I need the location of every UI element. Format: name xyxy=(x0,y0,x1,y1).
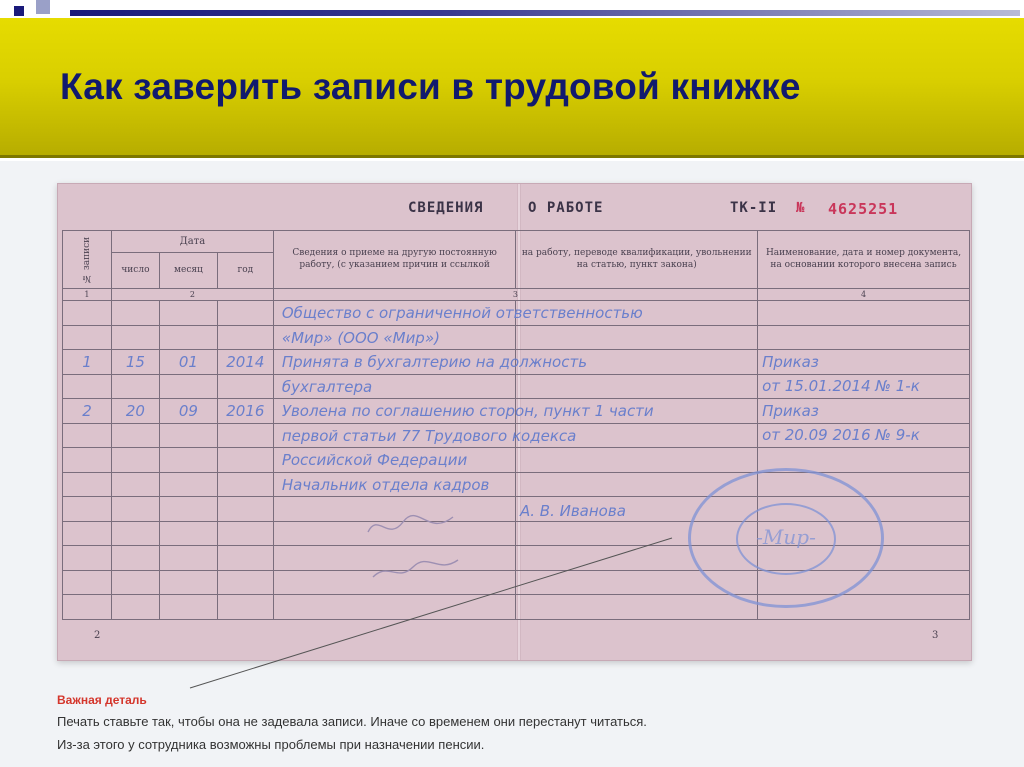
record-text-cell xyxy=(273,399,654,424)
record-text-cell xyxy=(273,350,588,375)
signature-name: А. В. Иванова xyxy=(520,502,626,520)
record-text-text: первой статьи 77 Трудового кодекса xyxy=(281,426,577,445)
seal-text: -Мир- xyxy=(756,525,816,549)
col-number: 3 xyxy=(273,289,757,301)
record-text-text: Начальник отдела кадров xyxy=(281,475,490,494)
record-number-text: 2 xyxy=(82,401,92,420)
record-number-text: 1 xyxy=(82,352,92,371)
record-text-text: Российской Федерации xyxy=(281,451,468,469)
year-text: 2016 xyxy=(226,401,265,420)
record-text-text: Уволена по соглашению сторон, пункт 1 части xyxy=(281,402,654,420)
document-text: от 15.01.2014 № 1-к xyxy=(762,377,920,396)
col-month: месяц xyxy=(160,253,218,288)
record-text-text: Принята в бухгалтерию на должность xyxy=(281,353,588,371)
year-text: 2014 xyxy=(226,352,265,371)
note-title: Важная деталь xyxy=(57,693,147,707)
record-text-text: «Мир» (ООО «Мир») xyxy=(281,328,440,347)
record-text-cell xyxy=(273,423,577,448)
number-sign: № xyxy=(796,200,806,216)
page-number-right: 3 xyxy=(932,630,939,641)
col-year: год xyxy=(237,265,254,275)
record-text-text: Общество с ограниченной ответственностью xyxy=(281,304,643,322)
note-line-2: Из-за этого у сотрудника возможны проблемы при назначении пенсии. xyxy=(57,737,485,752)
record-text-text: бухгалтера xyxy=(281,377,373,396)
month-text: 01 xyxy=(178,352,198,371)
series-label: ТК-II xyxy=(730,200,778,216)
record-text-cell xyxy=(273,472,516,497)
book-number: 4625251 xyxy=(828,200,899,218)
col-date: Дата xyxy=(112,231,273,253)
col-info-left: Сведения о приеме на другую постоянную работу, (с указанием причин и ссылкой xyxy=(273,231,516,289)
slide-title: Как заверить записи в трудовой книжке xyxy=(60,66,801,107)
col-number: 2 xyxy=(111,289,273,301)
header-right: О РАБОТЕ xyxy=(528,200,604,216)
note-line-1: Печать ставьте так, чтобы она не задевала записи. Иначе со временем они перестанут читаться. xyxy=(57,714,647,729)
col-number: 4 xyxy=(758,289,970,301)
header-left: СВЕДЕНИЯ xyxy=(408,200,484,216)
month-text: 09 xyxy=(178,401,198,420)
document-text: Приказ xyxy=(762,401,819,420)
day-text: 15 xyxy=(125,352,145,371)
document-text: от 20.09 2016 № 9-к xyxy=(762,426,920,445)
page-number-left: 2 xyxy=(94,630,101,641)
col-day: число xyxy=(112,253,160,288)
col-record-no: № записи xyxy=(63,231,112,289)
record-text-cell xyxy=(273,301,643,326)
document-text: Приказ xyxy=(762,352,819,371)
day-text: 20 xyxy=(125,401,145,420)
col-document: Наименование, дата и номер документа, на основании которого внесена запись xyxy=(758,231,970,289)
col-number: 1 xyxy=(63,289,112,301)
col-info-right: на работу, переводе квалификации, увольнении на статью, пункт закона) xyxy=(516,231,758,289)
